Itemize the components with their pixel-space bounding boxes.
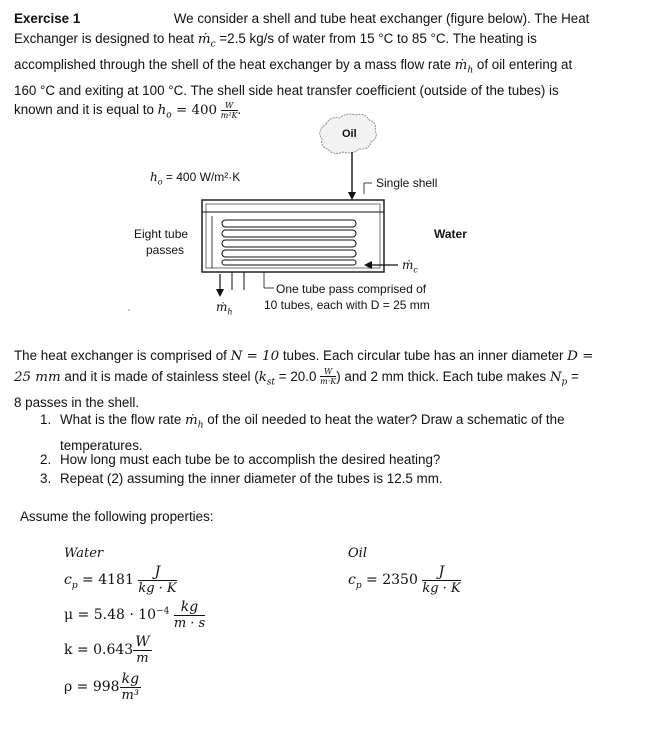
question-2: 2. How long must each tube be to accomplish the desired heating? <box>40 452 441 467</box>
intro-line2b: =2.5 kg/s of water from 15 °C to 85 °C. The heating is <box>215 30 537 46</box>
ho-symbol: h <box>157 103 167 119</box>
intro-end: . <box>237 102 242 118</box>
exercise-title: Exercise 1 <box>14 11 81 26</box>
mh-sub: h <box>467 65 474 76</box>
oil-title: Oil <box>348 546 367 561</box>
body-paragraph <box>14 346 644 412</box>
water-rho-unit: $\frac{kg}{\text{m³}}$ <box>121 671 140 703</box>
intro-line3a: accomplished through the shell of the heat exchanger by a mass flow rate <box>14 56 455 72</box>
Np-eq: = <box>567 368 579 384</box>
Np-sub: p <box>561 377 568 388</box>
kst-symbol: k <box>258 369 267 385</box>
D-eq: D = <box>567 349 594 364</box>
question-1: 1. What is the flow rate ṁ$_h$ of the oil needed to heat the water? Draw a schematic of the temperatures. <box>40 410 640 455</box>
water-mu: $\mu = 5.48 \cdot 10^{-4}$ $\frac{kg}{m \cdot s}$ <box>64 599 206 631</box>
body-line2c: ) and 2 mm thick. Each tube makes <box>336 368 550 384</box>
water-label: Water <box>434 227 467 241</box>
mh-label: ṁ$_h$ <box>216 300 233 317</box>
question-3: 3. Repeat (2) assuming the inner diameter of the tubes is 12.5 mm. <box>40 471 443 486</box>
one-tube-line2: 10 tubes, each with D = 25 mm <box>264 298 430 312</box>
water-mu-unit: $\frac{kg}{m \cdot s}$ <box>173 599 206 631</box>
water-rho: ρ = 998 $\frac{kg}{\text{m³}}$ <box>64 671 140 703</box>
ho-unit: $\frac{W}{\text{m²K}}$ <box>220 100 238 120</box>
body-line1b: tubes. Each circular tube has an inner diameter <box>279 348 568 363</box>
water-k-unit: $\frac{W}{m}$ <box>135 634 150 666</box>
heat-exchanger-figure <box>0 112 666 337</box>
ho-sub: o <box>166 111 172 122</box>
body-line3: 8 passes in the shell. <box>14 394 140 410</box>
h-label: $h_o = 400$ W/m²·K <box>150 170 241 187</box>
kst-unit: $\frac{W}{m\cdot K}$ <box>320 366 337 386</box>
water-k: k = 0.643 $\frac{W}{m}$ <box>64 634 150 666</box>
eight-tube-label: Eight tube <box>134 227 189 241</box>
oil-label: Oil <box>342 128 357 140</box>
question-1-line2: temperatures. <box>60 437 143 453</box>
mc-sub: c <box>210 39 216 50</box>
kst-eq: = 20.0 <box>275 368 321 384</box>
intro-line5a: known and it is equal to <box>14 102 158 118</box>
Np-symbol: N <box>549 369 562 385</box>
assume-text: Assume the following properties: <box>20 509 214 524</box>
intro-line1: We consider a shell and tube heat exchanger (figure below). The Heat <box>173 11 590 26</box>
exercise-intro <box>14 9 644 127</box>
ho-eq: = 400 <box>171 103 218 119</box>
intro-line4: 160 °C and exiting at 100 °C. The shell side heat transfer coefficient (outside of the tubes) is <box>14 82 559 98</box>
mc-symbol: ṁ <box>197 31 211 47</box>
mc-label: ṁ$_c$ <box>402 258 418 275</box>
oil-cp: $c_p = 2350$ $\frac{J}{kg \cdot K}$ <box>348 564 461 596</box>
water-title: Water <box>64 546 104 561</box>
body-line1a: The heat exchanger is comprised of <box>14 348 231 363</box>
body-line2a: 25 mm <box>14 369 61 385</box>
kst-sub: st <box>266 377 276 388</box>
oil-cp-unit: $\frac{J}{kg \cdot K}$ <box>422 564 461 596</box>
intro-line2a: Exchanger is designed to heat <box>14 30 198 46</box>
body-line2b: and it is made of stainless steel ( <box>60 368 259 384</box>
intro-line3b: of oil entering at <box>473 56 573 72</box>
mh-symbol: ṁ <box>454 57 468 73</box>
water-cp: $c_p = 4181$ $\frac{J}{kg \cdot K}$ <box>64 564 177 596</box>
passes-label: passes <box>146 243 185 257</box>
one-tube-line1: One tube pass comprised of <box>276 282 427 296</box>
N-eq: N = 10 <box>230 349 280 364</box>
water-cp-unit: $\frac{J}{kg \cdot K}$ <box>138 564 177 596</box>
single-shell-label: Single shell <box>376 176 438 190</box>
